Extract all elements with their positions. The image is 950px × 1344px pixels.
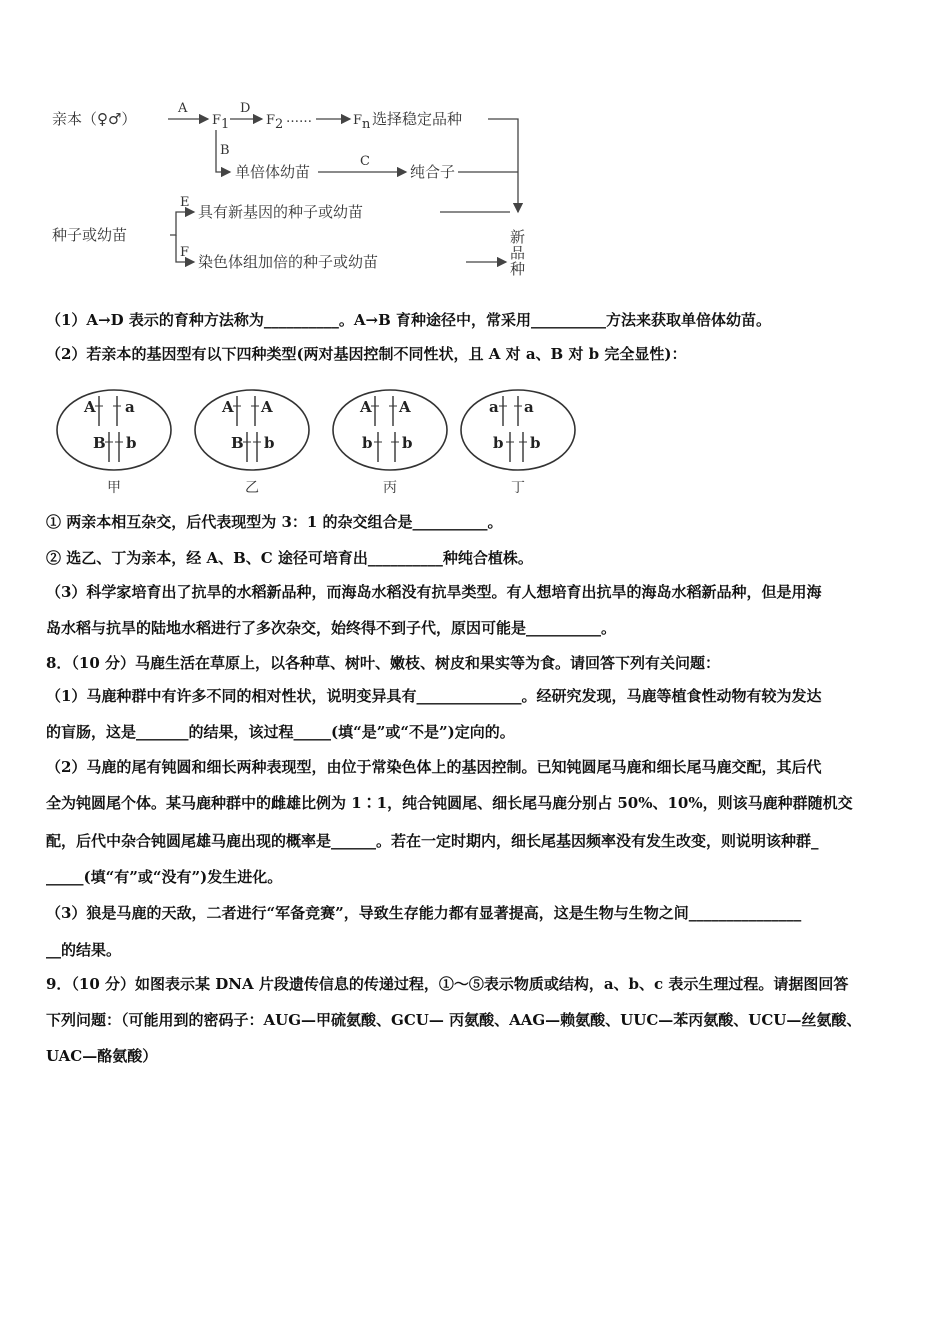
cell-bing-top-right: A [399, 398, 411, 416]
problem-8-3-line-2: __的结果。 [46, 941, 122, 959]
problem-8-2-line-3: 配，后代中杂合钝圆尾雄马鹿出现的概率是______。若在一定时期内，细长尾基因频率没有发生改变，则说明该种群_ [46, 832, 819, 850]
problem-8-2-line-1: （2）马鹿的尾有钝圆和细长两种表现型，由位于常染色体上的基因控制。已知钝圆尾马鹿和细长尾马鹿交配，其后代 [46, 758, 822, 776]
cell-jia-bottom-left: B [93, 434, 106, 452]
label-a: A [178, 101, 188, 116]
f1-label: F [212, 113, 222, 128]
label-c: C [360, 154, 370, 169]
problem-8-intro: 8．（10 分）马鹿生活在草原上，以各种草、树叶、嫩枝、树皮和果实等为食。请回答下列有关问题： [46, 654, 721, 672]
pure-label: 纯合子 [410, 163, 456, 181]
cell-diagrams [54, 386, 594, 498]
cell-bing [333, 390, 447, 496]
cell-ding [461, 390, 575, 496]
cell-yi-bottom-right: b [264, 434, 275, 452]
seed-label: 种子或幼苗 [52, 226, 128, 244]
new-variety-1: 新 [510, 228, 526, 246]
label-e: E [180, 195, 190, 210]
label-f: F [180, 245, 190, 260]
cell-yi-caption: 乙 [245, 480, 259, 496]
problem-9-line-3: UAC—酪氨酸） [46, 1047, 158, 1065]
cell-bing-top-left: A [360, 398, 372, 416]
question-2: （2）若亲本的基因型有以下四种类型(两对基因控制不同性状，且 A 对 a、B 对 b 完全显性)： [46, 345, 687, 363]
cell-yi-top-left: A [222, 398, 234, 416]
line-to-new [488, 119, 518, 212]
problem-8-2-line-4: _____(填“有”或“没有”)发生进化。 [46, 868, 283, 886]
polyploid-label: 染色体组加倍的种子或幼苗 [198, 253, 379, 271]
new-variety-3: 种 [510, 260, 526, 278]
label-d: D [240, 101, 251, 116]
cell-bing-caption: 丙 [383, 480, 397, 496]
new-variety-2: 品 [510, 244, 526, 262]
f1-sub: 1 [221, 117, 230, 132]
cell-jia-top-right: a [125, 398, 135, 416]
question-2-1: ① 两亲本相互杂交，后代表现型为 3：1 的杂交组合是__________。 [46, 513, 503, 531]
cell-jia-bottom-right: b [126, 434, 137, 452]
cell-ding-bottom-left: b [493, 434, 504, 452]
cell-ding-top-right: a [524, 398, 534, 416]
problem-8-3-line-1: （3）狼是马鹿的天敌，二者进行“军备竞赛”，导致生存能力都有显著提高，这是生物与生物之间_______________ [46, 904, 802, 922]
problem-8-1-line-2: 的盲肠，这是_______的结果，该过程_____(填“是”或“不是”)定向的。 [46, 723, 515, 741]
dots: …… [286, 111, 312, 126]
fn-label: F [353, 113, 363, 128]
breeding-diagram [40, 90, 540, 290]
f2-sub: 2 [275, 117, 284, 132]
cell-jia [57, 390, 171, 496]
fn-sub: n [362, 117, 371, 132]
cell-bing-bottom-left: b [362, 434, 373, 452]
problem-8-1-line-1: （1）马鹿种群中有许多不同的相对性状，说明变异具有______________。经研究发现，马鹿等植食性动物有较为发达 [46, 687, 822, 705]
problem-9-line-1: 9．（10 分）如图表示某 DNA 片段遗传信息的传递过程，①～⑤表示物质或结构，a、b、c 表示生理过程。请据图回答 [46, 975, 849, 993]
f2-label: F [266, 113, 276, 128]
question-2-2: ② 选乙、丁为亲本，经 A、B、C 途径可培育出__________种纯合植株。 [46, 549, 533, 567]
cell-bing-bottom-right: b [402, 434, 413, 452]
arrow-e [170, 212, 194, 235]
cell-yi-bottom-left: B [231, 434, 244, 452]
question-3-line-2: 岛水稻与抗旱的陆地水稻进行了多次杂交，始终得不到子代，原因可能是__________。 [46, 619, 617, 637]
question-1: （1）A→D 表示的育种方法称为__________。A→B 育种途径中，常采用__________方法来获取单倍体幼苗。 [46, 311, 771, 329]
parent-label: 亲本（♀♂） [52, 110, 137, 128]
cell-yi [195, 390, 309, 496]
cell-ding-top-left: a [489, 398, 499, 416]
cell-jia-caption: 甲 [107, 480, 121, 496]
haploid-label: 单倍体幼苗 [235, 163, 311, 181]
question-3-line-1: （3）科学家培育出了抗旱的水稻新品种，而海岛水稻没有抗旱类型。有人想培育出抗旱的海岛水稻新品种，但是用海 [46, 583, 822, 601]
label-b: B [220, 143, 230, 158]
problem-8-2-line-2: 全为钝圆尾个体。某马鹿种群中的雌雄比例为 1∶1，纯合钝圆尾、细长尾马鹿分别占 50%、10%，则该马鹿种群随机交 [46, 794, 853, 812]
cell-ding-caption: 丁 [511, 480, 525, 496]
newgene-label: 具有新基因的种子或幼苗 [198, 203, 364, 221]
select-label: 选择稳定品种 [372, 110, 463, 128]
cell-ding-bottom-right: b [530, 434, 541, 452]
problem-9-line-2: 下列问题：（可能用到的密码子：AUG—甲硫氨酸、GCU— 丙氨酸、AAG—赖氨酸、UUC—苯丙氨酸、UCU—丝氨酸、 [46, 1011, 862, 1029]
cell-yi-top-right: A [261, 398, 273, 416]
cell-jia-top-left: A [84, 398, 96, 416]
